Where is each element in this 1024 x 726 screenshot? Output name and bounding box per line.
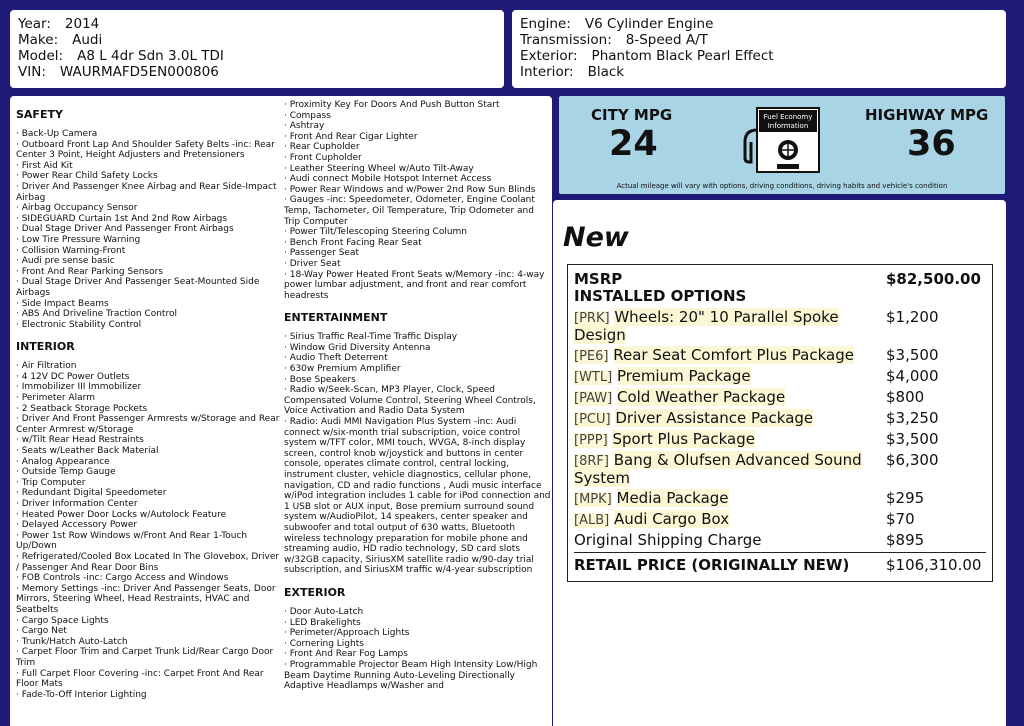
interior-label: Interior: bbox=[520, 64, 574, 80]
feature-item: · Cargo Net bbox=[16, 626, 67, 637]
feature-item: · Front And Rear Cigar Lighter bbox=[284, 131, 418, 142]
option-code: [8RF] bbox=[574, 454, 609, 469]
option-price: $3,500 bbox=[886, 430, 939, 448]
feature-item: · Rear Cupholder bbox=[284, 142, 360, 153]
feature-item: · Power Tilt/Telescoping Steering Column bbox=[284, 227, 468, 238]
feature-item: · Full Carpet Floor Covering -inc: Carpet Front And Rear Floor Mats bbox=[16, 668, 264, 690]
options-label: INSTALLED OPTIONS bbox=[574, 287, 747, 305]
feature-item: · Delayed Accessory Power bbox=[16, 520, 138, 531]
feature-item: · LED Brakelights bbox=[284, 617, 361, 628]
engine-label: Engine: bbox=[520, 16, 571, 32]
model-row bbox=[18, 48, 496, 64]
options-list bbox=[574, 309, 986, 529]
vin-label: VIN: bbox=[18, 64, 46, 80]
feature-item: · 2 Seatback Storage Pockets bbox=[16, 403, 148, 414]
option-code: [PCU] bbox=[574, 412, 611, 427]
feature-section bbox=[16, 340, 284, 700]
option-row bbox=[574, 431, 986, 449]
make-value: Audi bbox=[72, 32, 103, 48]
feature-item: · Cornering Lights bbox=[284, 638, 364, 649]
feature-item: · Redundant Digital Speedometer bbox=[16, 488, 167, 499]
feature-section bbox=[16, 108, 284, 330]
model-label: Model: bbox=[18, 48, 64, 64]
feature-item: · Cargo Space Lights bbox=[16, 615, 109, 626]
transmission-row bbox=[520, 32, 998, 48]
option-name: Media Package bbox=[616, 489, 729, 507]
feature-item: · Heated Power Door Locks w/Autolock Feature bbox=[16, 509, 227, 520]
feature-item: · Driver And Passenger Knee Airbag and Rear Side-Impact Airbag bbox=[16, 181, 277, 203]
make-label: Make: bbox=[18, 32, 59, 48]
feature-item: · Door Auto-Latch bbox=[284, 606, 364, 617]
option-description bbox=[574, 511, 884, 529]
vehicle-info-left bbox=[10, 10, 504, 88]
feature-item: · Trunk/Hatch Auto-Latch bbox=[16, 636, 128, 647]
option-code: [PRK] bbox=[574, 311, 610, 326]
feature-item: · Carpet Floor Trim and Carpet Trunk Lid/Rear Cargo Door Trim bbox=[16, 647, 274, 668]
exterior-label: Exterior: bbox=[520, 48, 578, 64]
vin-value: WAURMAFD5EN000806 bbox=[59, 64, 219, 80]
feature-item: · Trip Computer bbox=[16, 477, 86, 488]
feature-item: · Ashtray bbox=[284, 121, 325, 132]
feature-section-title: INTERIOR bbox=[16, 340, 75, 354]
feature-item: · Bench Front Facing Rear Seat bbox=[284, 237, 422, 248]
feature-item: · Dual Stage Driver And Passenger Front Airbags bbox=[16, 224, 234, 235]
option-description bbox=[574, 452, 884, 487]
make-row bbox=[18, 32, 496, 48]
feature-item: · Refrigerated/Cooled Box Located In The Glovebox, Driver / Passenger And Rear Door Bins bbox=[16, 551, 280, 573]
city-mpg-value: 24 bbox=[609, 124, 658, 164]
year-value: 2014 bbox=[64, 16, 100, 32]
feature-item: · Compass bbox=[284, 110, 331, 121]
feature-item: · Proximity Key For Doors And Push Button Start bbox=[284, 100, 500, 110]
feature-item: · Driver Seat bbox=[284, 258, 341, 269]
feature-section bbox=[284, 311, 552, 576]
feature-item: · Immobilizer III Immobilizer bbox=[16, 382, 142, 393]
shipping-label: Original Shipping Charge bbox=[574, 531, 762, 549]
icon-text-2: Information bbox=[767, 122, 809, 130]
price-sticker-panel bbox=[553, 200, 1006, 726]
feature-section-title: SAFETY bbox=[16, 108, 63, 121]
feature-item: · First Aid Kit bbox=[16, 160, 73, 171]
feature-item: · Front Cupholder bbox=[284, 152, 362, 163]
option-price: $295 bbox=[886, 489, 925, 507]
option-description bbox=[574, 368, 884, 386]
feature-item: · 630w Premium Amplifier bbox=[284, 364, 401, 375]
feature-item: · Perimeter Alarm bbox=[16, 393, 95, 404]
option-code: [PPP] bbox=[574, 433, 608, 448]
fuel-pump-icon bbox=[741, 106, 821, 174]
option-price: $3,500 bbox=[886, 346, 939, 364]
city-mpg-label: CITY MPG bbox=[591, 106, 673, 124]
option-row bbox=[574, 452, 986, 487]
option-description bbox=[574, 431, 884, 449]
feature-section-title: EXTERIOR bbox=[284, 585, 346, 599]
feature-item: · Collision Warning-Front bbox=[16, 245, 126, 256]
option-code: [PAW] bbox=[574, 391, 613, 406]
highway-mpg-label: HIGHWAY MPG bbox=[865, 106, 989, 124]
feature-item: · 18-Way Power Heated Front Seats w/Memory -inc: 4-way power lumbar adjustment, and front and rear comfort headrests bbox=[284, 269, 545, 301]
features-panel bbox=[10, 96, 552, 726]
feature-item: · Outboard Front Lap And Shoulder Safety Belts -inc: Rear Center 3 Point, Height Adjusters and Pretensioners bbox=[16, 139, 275, 161]
option-price: $4,000 bbox=[886, 367, 939, 385]
transmission-label: Transmission: bbox=[520, 32, 612, 48]
model-value: A8 L 4dr Sdn 3.0L TDI bbox=[77, 48, 224, 64]
feature-item: · FOB Controls -inc: Cargo Access and Windows bbox=[16, 573, 229, 584]
feature-item: · Low Tire Pressure Warning bbox=[16, 234, 141, 245]
fuel-economy-panel bbox=[559, 96, 1005, 194]
shipping-row bbox=[574, 532, 986, 549]
feature-item: · Radio w/Seek-Scan, MP3 Player, Clock, Speed Compensated Volume Control, Steering Wheel Controls, Voice Activation and Radio Data System bbox=[284, 385, 536, 417]
feature-item: · Front And Rear Fog Lamps bbox=[284, 649, 408, 660]
feature-item: · Window Grid Diversity Antenna bbox=[284, 342, 431, 353]
feature-item: · Programmable Projector Beam High Intensity Low/High Beam Daytime Running Auto-Leveling Directionally Adaptive Headlamps w/Washer and bbox=[284, 659, 538, 692]
feature-item: · Leather Steering Wheel w/Auto Tilt-Away bbox=[284, 163, 474, 174]
option-price: $6,300 bbox=[886, 451, 939, 469]
feature-item: · ABS And Driveline Traction Control bbox=[16, 309, 177, 320]
feature-item: · Gauges -inc: Speedometer, Odometer, Engine Coolant Temp, Tachometer, Oil Temperature, Trip Odometer and Trip Computer bbox=[284, 195, 535, 227]
option-name: Rear Seat Comfort Plus Package bbox=[613, 346, 854, 364]
transmission-value: 8-Speed A/T bbox=[625, 32, 708, 48]
feature-item: · Memory Settings -inc: Driver And Passenger Seats, Door Mirrors, Steering Wheel, Head Restraints, HVAC and Seatbelts bbox=[16, 583, 276, 615]
feature-item: · Passenger Seat bbox=[284, 248, 359, 259]
option-code: [MPK] bbox=[574, 492, 612, 507]
total-value: $106,310.00 bbox=[886, 556, 982, 574]
feature-item: · Back-Up Camera bbox=[16, 129, 98, 139]
price-box bbox=[567, 264, 993, 582]
option-row bbox=[574, 490, 986, 508]
option-price: $1,200 bbox=[886, 308, 939, 326]
option-row bbox=[574, 410, 986, 428]
option-row bbox=[574, 347, 986, 365]
feature-item: · Analog Appearance bbox=[16, 456, 110, 467]
year-label: Year: bbox=[18, 16, 51, 32]
option-name: Wheels: 20" 10 Parallel Spoke Design bbox=[574, 308, 839, 344]
new-label: New bbox=[563, 222, 629, 253]
msrp-value: $82,500.00 bbox=[886, 270, 981, 288]
feature-item: · Power 1st Row Windows w/Front And Rear 1-Touch Up/Down bbox=[16, 530, 248, 552]
feature-item: · Bose Speakers bbox=[284, 374, 356, 385]
option-name: Audi Cargo Box bbox=[613, 510, 730, 528]
option-name: Sport Plus Package bbox=[612, 430, 755, 448]
option-price: $3,250 bbox=[886, 409, 939, 427]
option-name: Cold Weather Package bbox=[616, 388, 786, 406]
feature-item: · Front And Rear Parking Sensors bbox=[16, 266, 164, 277]
option-price: $800 bbox=[886, 388, 925, 406]
vin-row bbox=[18, 64, 496, 80]
features-column-1 bbox=[16, 100, 284, 710]
feature-item: · Airbag Occupancy Sensor bbox=[16, 203, 138, 214]
feature-item: · Outside Temp Gauge bbox=[16, 467, 116, 478]
option-row bbox=[574, 309, 986, 344]
feature-item: · Power Rear Child Safety Locks bbox=[16, 171, 158, 182]
options-header bbox=[574, 288, 986, 305]
feature-item: · Audi connect Mobile Hotspot Internet Access bbox=[284, 174, 492, 185]
feature-item: · Audio Theft Deterrent bbox=[284, 353, 388, 364]
total-label: RETAIL PRICE (ORIGINALLY NEW) bbox=[574, 556, 850, 574]
mpg-disclaimer: Actual mileage will vary with options, driving conditions, driving habits and vehicle's condition bbox=[616, 182, 948, 190]
msrp-row bbox=[574, 271, 986, 288]
features-column-2 bbox=[284, 100, 552, 702]
exterior-value: Phantom Black Pearl Effect bbox=[591, 48, 774, 64]
highway-mpg-value: 36 bbox=[907, 124, 956, 164]
option-price: $70 bbox=[886, 510, 915, 528]
feature-item: · Seats w/Leather Back Material bbox=[16, 446, 159, 457]
feature-item: · Power Rear Windows and w/Power 2nd Row Sun Blinds bbox=[284, 184, 536, 195]
option-description bbox=[574, 410, 884, 428]
feature-item: · Sirius Traffic Real-Time Traffic Display bbox=[284, 332, 458, 343]
feature-item: · Air Filtration bbox=[16, 361, 77, 372]
option-description bbox=[574, 309, 884, 344]
option-code: [PE6] bbox=[574, 349, 609, 364]
icon-text-1: Fuel Economy bbox=[763, 113, 813, 121]
option-code: [WTL] bbox=[574, 370, 613, 385]
vehicle-info-right bbox=[512, 10, 1006, 88]
year-row bbox=[18, 16, 496, 32]
option-name: Bang & Olufsen Advanced Sound System bbox=[574, 451, 862, 487]
option-row bbox=[574, 511, 986, 529]
feature-item: · Fade-To-Off Interior Lighting bbox=[16, 689, 147, 700]
engine-value: V6 Cylinder Engine bbox=[584, 16, 714, 32]
feature-item: · Dual Stage Driver And Passenger Seat-Mounted Side Airbags bbox=[16, 277, 260, 298]
option-name: Driver Assistance Package bbox=[615, 409, 814, 427]
interior-row bbox=[520, 64, 998, 80]
option-row bbox=[574, 389, 986, 407]
shipping-value: $895 bbox=[886, 531, 925, 549]
engine-row bbox=[520, 16, 998, 32]
feature-item: · Driver Information Center bbox=[16, 499, 138, 509]
msrp-label: MSRP bbox=[574, 270, 623, 288]
total-row bbox=[574, 552, 986, 574]
feature-item: · Side Impact Beams bbox=[16, 298, 109, 309]
exterior-row bbox=[520, 48, 998, 64]
option-description bbox=[574, 347, 884, 365]
option-row bbox=[574, 368, 986, 386]
feature-item: · Audi pre sense basic bbox=[16, 256, 115, 267]
option-name: Premium Package bbox=[616, 367, 751, 385]
option-description bbox=[574, 490, 884, 508]
feature-item: · Perimeter/Approach Lights bbox=[284, 628, 410, 639]
interior-value: Black bbox=[587, 64, 625, 80]
option-code: [ALB] bbox=[574, 513, 610, 528]
feature-section bbox=[284, 586, 552, 692]
feature-item: · Radio: Audi MMI Navigation Plus System -inc: Audi connect w/six-month trial subscription, voice control system w/TFT color, MMI touch, WVGA, 8-inch display screen, control knob w/joystick and buttons in center console, operates climate control, central locking, instrument cluster, vehicle diagnostics, cellular phone, navigation, CD and radio functions , Audi music interface w/iPod integration includes 1 cable for iPod connection and 1 USB slot or AUX input, Bose premium surround sound system w/AudioPilot, 14 speakers, center speaker and subwoofer and total output of 630 watts, Bluetooth wireless technology preparation for mobile phone and streaming audio, HD radio technology, SD card slots w/32GB capacity, SiriusXM satellite radio w/90-day trial subscription, and SiriusXM traffic w/4-year subscription bbox=[284, 417, 551, 576]
feature-item: · Electronic Stability Control bbox=[16, 319, 142, 330]
feature-section bbox=[284, 100, 552, 301]
feature-item: · Driver And Front Passenger Armrests w/Storage and Rear Center Armrest w/Storage bbox=[16, 414, 280, 435]
feature-section-title: ENTERTAINMENT bbox=[284, 311, 388, 325]
option-description bbox=[574, 389, 884, 407]
feature-item: · w/Tilt Rear Head Restraints bbox=[16, 435, 144, 446]
feature-item: · 4 12V DC Power Outlets bbox=[16, 371, 130, 382]
feature-item: · SIDEGUARD Curtain 1st And 2nd Row Airbags bbox=[16, 213, 228, 224]
